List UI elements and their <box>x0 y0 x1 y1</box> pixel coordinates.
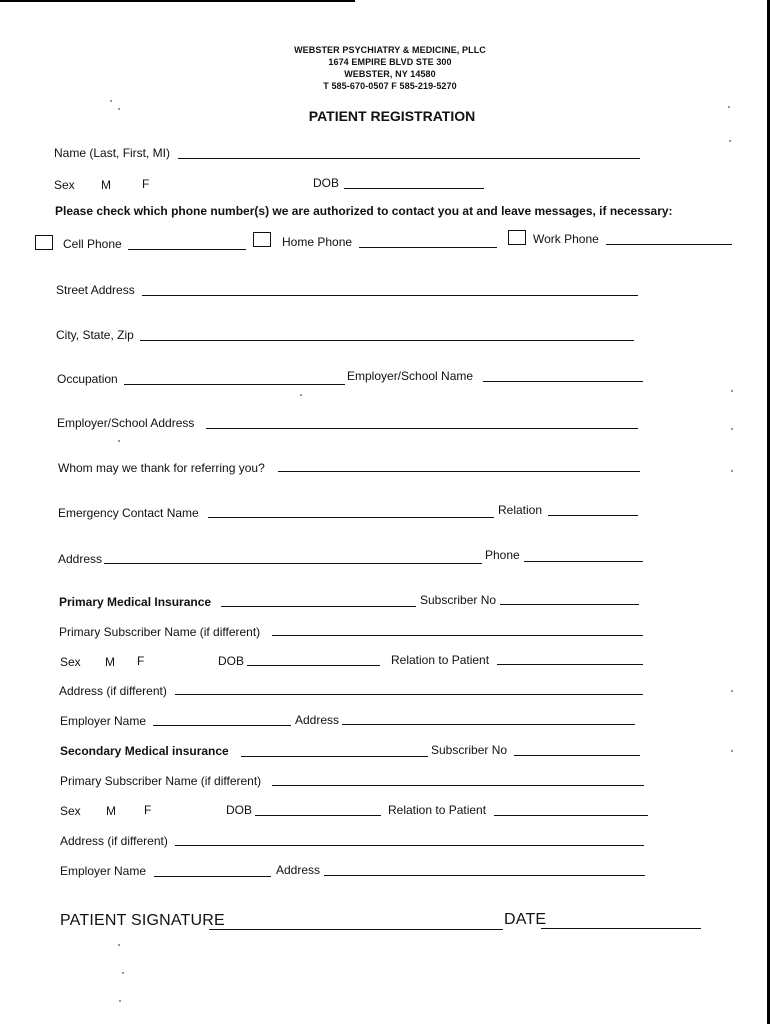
scan-speck <box>118 108 120 110</box>
secondary-subscriber-no-field[interactable] <box>514 755 640 756</box>
secondary-employer-address-field[interactable] <box>324 875 645 876</box>
scan-speck <box>728 106 730 108</box>
primary-address-field[interactable] <box>175 694 643 695</box>
name-label: Name (Last, First, MI) <box>54 146 171 160</box>
patient-signature-label: PATIENT SIGNATURE <box>60 912 225 929</box>
scan-speck <box>122 972 124 974</box>
dob-label: DOB <box>313 176 340 190</box>
primary-relation-field[interactable] <box>497 664 643 665</box>
primary-subscriber-no-field[interactable] <box>500 604 639 605</box>
employer-school-name-label: Employer/School Name <box>347 369 474 383</box>
emergency-relation-field[interactable] <box>548 515 638 516</box>
scan-speck <box>731 470 733 472</box>
scan-speck <box>731 390 733 392</box>
secondary-address-label: Address (if different) <box>60 834 168 848</box>
phone-instruction: Please check which phone number(s) we are authorized to contact you at and leave messages, if necessary: <box>55 204 673 218</box>
scan-edge-top <box>0 0 355 2</box>
practice-phones: T 585-670-0507 F 585-219-5270 <box>323 81 457 91</box>
primary-employer-name-label: Employer Name <box>60 714 147 728</box>
cell-phone-label: Cell Phone <box>63 237 122 251</box>
primary-subscriber-name-field[interactable] <box>272 635 643 636</box>
secondary-sex-m-option[interactable]: M <box>106 804 116 818</box>
primary-dob-label: DOB <box>218 654 245 668</box>
primary-subscriber-name-label: Primary Subscriber Name (if different) <box>59 625 261 639</box>
work-phone-field[interactable] <box>606 244 732 245</box>
referral-label: Whom may we thank for referring you? <box>58 461 265 475</box>
employer-school-address-label: Employer/School Address <box>57 416 195 430</box>
emergency-phone-field[interactable] <box>524 561 643 562</box>
secondary-insurance-heading: Secondary Medical insurance <box>60 744 229 758</box>
secondary-employer-address-label: Address <box>276 863 321 877</box>
form-title: PATIENT REGISTRATION <box>308 108 476 124</box>
street-address-label: Street Address <box>56 283 135 297</box>
occupation-field[interactable] <box>124 384 345 385</box>
emergency-address-field[interactable] <box>104 563 482 564</box>
scan-speck <box>731 690 733 692</box>
scan-speck <box>110 100 112 102</box>
name-field[interactable] <box>178 158 640 159</box>
primary-insurance-field[interactable] <box>221 606 416 607</box>
secondary-dob-label: DOB <box>226 803 253 817</box>
sex-m-option[interactable]: M <box>101 178 111 192</box>
secondary-subscriber-name-field[interactable] <box>272 785 644 786</box>
primary-relation-label: Relation to Patient <box>391 653 490 667</box>
secondary-employer-name-field[interactable] <box>154 876 271 877</box>
secondary-subscriber-no-label: Subscriber No <box>431 743 508 757</box>
sex-f-option[interactable]: F <box>142 177 150 191</box>
primary-sex-f-option[interactable]: F <box>137 654 145 668</box>
emergency-relation-label: Relation <box>498 503 543 517</box>
scan-speck <box>300 394 302 396</box>
work-phone-checkbox[interactable] <box>508 230 526 245</box>
emergency-phone-label: Phone <box>485 548 520 562</box>
practice-city: WEBSTER, NY 14580 <box>344 69 436 79</box>
emergency-address-label: Address <box>58 552 103 566</box>
scan-speck <box>118 440 120 442</box>
primary-employer-address-label: Address <box>295 713 340 727</box>
practice-name: WEBSTER PSYCHIATRY & MEDICINE, PLLC <box>294 45 486 55</box>
primary-address-label: Address (if different) <box>59 684 167 698</box>
scan-speck <box>731 750 733 752</box>
sex-label: Sex <box>54 178 75 192</box>
home-phone-field[interactable] <box>359 247 497 248</box>
city-state-zip-label: City, State, Zip <box>56 328 134 342</box>
scan-speck <box>731 428 733 430</box>
secondary-relation-label: Relation to Patient <box>388 803 487 817</box>
employer-school-name-field[interactable] <box>483 381 643 382</box>
scan-speck <box>729 140 731 142</box>
secondary-dob-field[interactable] <box>255 815 381 816</box>
cell-phone-field[interactable] <box>128 249 246 250</box>
city-state-zip-field[interactable] <box>140 340 634 341</box>
employer-school-address-field[interactable] <box>206 428 638 429</box>
patient-signature-field[interactable] <box>209 929 503 930</box>
date-field[interactable] <box>541 928 701 929</box>
home-phone-label: Home Phone <box>282 235 353 249</box>
emergency-contact-name-label: Emergency Contact Name <box>58 506 199 520</box>
scan-speck <box>118 944 120 946</box>
primary-employer-address-field[interactable] <box>342 724 635 725</box>
secondary-employer-name-label: Employer Name <box>60 864 147 878</box>
primary-sex-m-option[interactable]: M <box>105 655 115 669</box>
primary-sex-label: Sex <box>60 655 81 669</box>
primary-dob-field[interactable] <box>247 665 380 666</box>
date-label: DATE <box>504 911 547 928</box>
street-address-field[interactable] <box>142 295 638 296</box>
secondary-address-field[interactable] <box>175 845 644 846</box>
primary-subscriber-no-label: Subscriber No <box>420 593 497 607</box>
primary-insurance-heading: Primary Medical Insurance <box>59 595 212 609</box>
occupation-label: Occupation <box>57 372 118 386</box>
secondary-sex-label: Sex <box>60 804 81 818</box>
emergency-contact-name-field[interactable] <box>208 517 494 518</box>
secondary-insurance-field[interactable] <box>241 756 428 757</box>
home-phone-checkbox[interactable] <box>253 232 271 247</box>
secondary-subscriber-name-label: Primary Subscriber Name (if different) <box>60 774 262 788</box>
secondary-relation-field[interactable] <box>494 815 648 816</box>
practice-street: 1674 EMPIRE BLVD STE 300 <box>328 57 452 67</box>
dob-field[interactable] <box>344 188 484 189</box>
cell-phone-checkbox[interactable] <box>35 235 53 250</box>
referral-field[interactable] <box>278 471 640 472</box>
primary-employer-name-field[interactable] <box>153 725 291 726</box>
secondary-sex-f-option[interactable]: F <box>144 803 152 817</box>
work-phone-label: Work Phone <box>533 232 599 246</box>
scan-speck <box>119 1000 121 1002</box>
